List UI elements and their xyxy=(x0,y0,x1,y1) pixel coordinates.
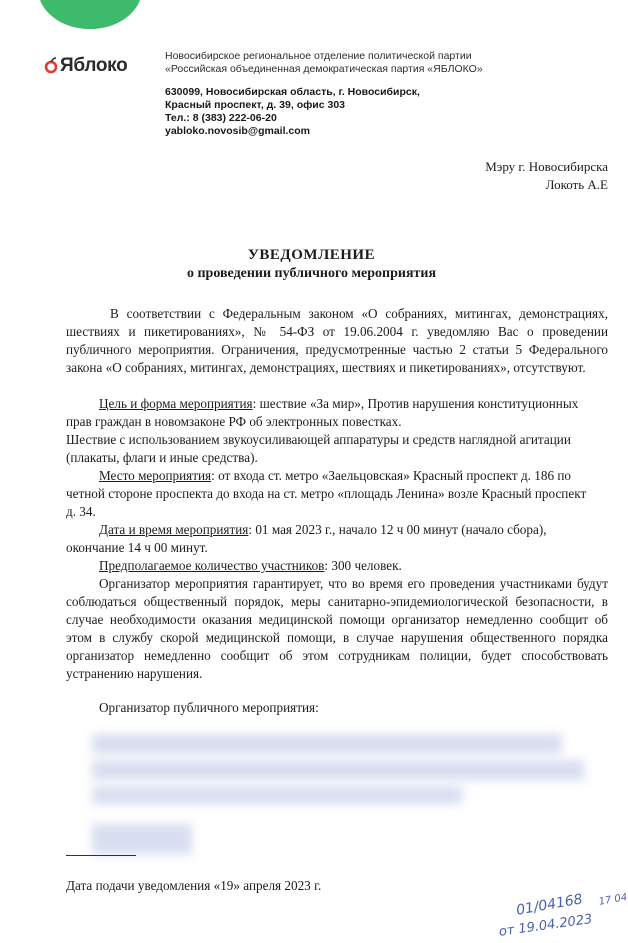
date-line1 xyxy=(99,521,547,539)
date-line2: окончание 14 ч 00 минут. xyxy=(66,540,208,555)
apple-logo-icon xyxy=(44,57,58,75)
party-logo xyxy=(44,54,127,78)
goal-line1 xyxy=(99,395,578,413)
recipient-line2: Локоть А.Е xyxy=(545,177,608,192)
address-line1: 630099, Новосибирская область, г. Новосибирск, xyxy=(165,86,420,98)
phone: Тел.: 8 (383) 222-06-20 xyxy=(165,112,277,124)
redacted-block xyxy=(92,734,562,754)
logo-arc-graphic xyxy=(0,0,623,40)
place-text: : от входа ст. метро «Заельцовская» Красный проспект д. 186 по xyxy=(211,468,571,483)
goal-text: : шествие «За мир», Против нарушения конституционных xyxy=(252,396,579,411)
participants-label: Предполагаемое количество участников xyxy=(99,558,325,573)
date-label: Дата и время мероприятия xyxy=(99,522,249,537)
registration-date: от 19.04.2023 xyxy=(498,911,594,940)
participants-line xyxy=(99,557,402,575)
document-subtitle: о проведении публичного мероприятия xyxy=(186,266,437,281)
place-line1 xyxy=(99,467,571,485)
document-title: УВЕДОМЛЕНИЕ xyxy=(247,247,376,263)
place-line2: четной стороне проспекта до входа на ст. метро «площадь Ленина» возле Красный проспект xyxy=(66,486,587,501)
place-label: Место мероприятия xyxy=(99,468,212,483)
org-name-line2: «Российская объединенная демократическая партия «ЯБЛОКО» xyxy=(165,63,483,75)
goal-line3: Шествие с использованием звукоусиливающей аппаратуры и средств наглядной агитации xyxy=(66,432,571,447)
participants-text: : 300 человек. xyxy=(324,558,402,573)
redacted-signature xyxy=(92,824,192,854)
address-line2: Красный проспект, д. 39, офис 303 xyxy=(165,99,346,111)
recipient-line1: Мэру г. Новосибирска xyxy=(485,159,608,174)
signature-line xyxy=(66,855,136,856)
email: yabloko.novosib@gmail.com xyxy=(165,125,311,137)
place-line3: д. 34. xyxy=(66,504,96,519)
redacted-block xyxy=(92,760,584,780)
logo-text: Яблоко xyxy=(60,55,128,76)
guarantee-paragraph: Организатор мероприятия гарантирует, что во время его проведения участниками будут соблюдаться общественный порядок, меры санитарно-эпидемиологической безопасности, в случае необходимости оказания медицинской помощи организатор немедленно сообщит об этом в службу скорой медицинской помощи, в случае нарушения общественного порядка организатор немедленно сообщит об этом сотрудникам полиции, будет способствовать устранению нарушения. xyxy=(66,576,608,681)
redacted-block xyxy=(92,786,462,804)
registration-suffix: 17 04 xyxy=(598,892,628,908)
goal-line4: (плакаты, флаги и иные средства). xyxy=(66,450,258,465)
org-name-line1: Новосибирское региональное отделение политической партии xyxy=(165,50,472,62)
date-text: : 01 мая 2023 г., начало 12 ч 00 минут (начало сбора), xyxy=(248,522,547,537)
goal-label: Цель и форма мероприятия xyxy=(99,396,253,411)
organizer-label: Организатор публичного мероприятия: xyxy=(99,700,319,715)
registration-number: 01/04168 xyxy=(515,891,584,919)
intro-paragraph: В соответствии с Федеральным законом «О собраниях, митингах, демонстрациях, шествиях и пикетированиях», № 54-ФЗ от 19.06.2004 г. уведомляю Вас о проведении публичного мероприятия. Ограничения, предусмотренные частью 2 статьи 5 Федерального закона «О собраниях, митингах, демонстрациях, шествиях и пикетированиях», отсутствуют. xyxy=(66,306,608,375)
submission-date: Дата подачи уведомления «19» апреля 2023 г. xyxy=(66,878,322,893)
goal-line2: прав граждан в новомзаконе РФ об электронных повестках. xyxy=(66,414,402,429)
